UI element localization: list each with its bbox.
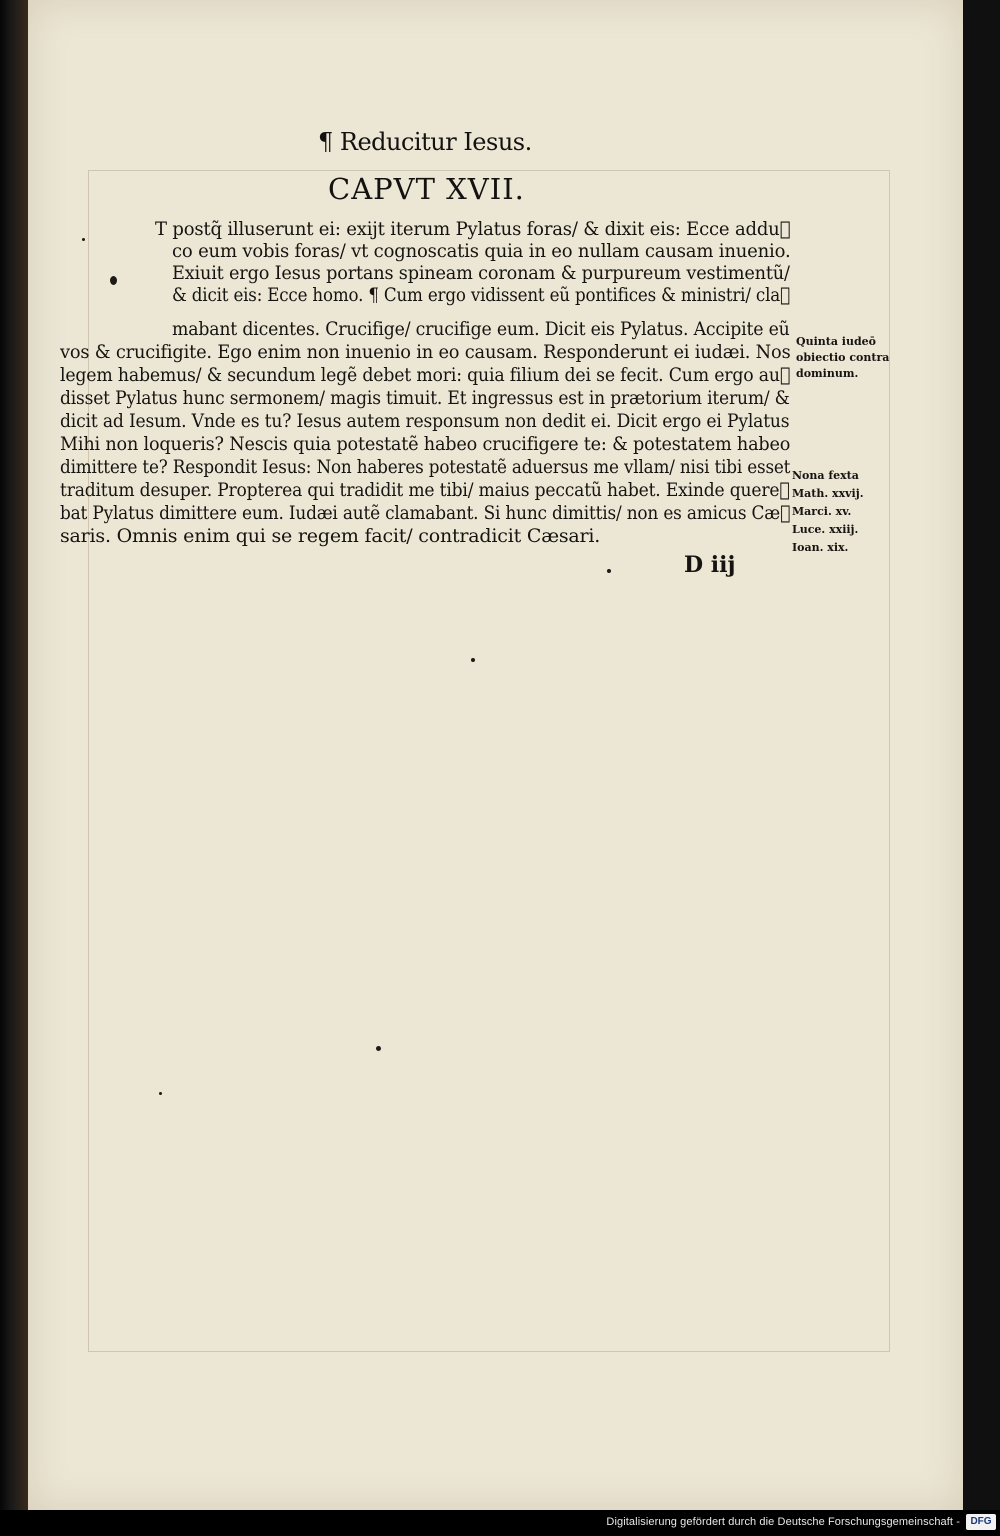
body-line: co eum vobis foras/ vt cognoscatis quia in eo nullam causam inuenio. bbox=[172, 240, 791, 262]
ink-speck bbox=[110, 276, 117, 285]
body-line: legem habemus/ & secundum legẽ debet mori: quia filium dei se fecit. Cum ergo auᷓ bbox=[60, 364, 791, 386]
ink-speck bbox=[376, 1046, 381, 1051]
book-binding bbox=[0, 0, 28, 1510]
body-line: Exiuit ergo Iesus portans spineam coronam & purpureum vestimentũ/ bbox=[172, 262, 790, 284]
body-line: & dicit eis: Ecce homo. ¶ Cum ergo vidissent eũ pontifices & ministri/ claᷓ bbox=[172, 284, 791, 306]
ink-speck bbox=[159, 1092, 162, 1095]
margin-note-line: Luce. xxiij. bbox=[792, 523, 859, 536]
body-line: mabant dicentes. Crucifige/ crucifige eum. Dicit eis Pylatus. Accipite eũ bbox=[172, 318, 790, 340]
ink-speck bbox=[471, 658, 475, 662]
running-head: ¶ Reducitur Iesus. bbox=[318, 128, 532, 156]
margin-note-line: Marci. xv. bbox=[792, 505, 852, 518]
page-edge bbox=[963, 0, 1000, 1510]
ink-speck bbox=[607, 569, 611, 573]
chapter-title: CAPVT XVII. bbox=[328, 172, 525, 206]
margin-note-line: Nona fexta bbox=[792, 469, 859, 482]
body-line: traditum desuper. Propterea qui tradidit me tibi/ maius peccatũ habet. Exinde quereᷓ bbox=[60, 479, 790, 501]
body-line: saris. Omnis enim qui se regem facit/ contradicit Cæsari. bbox=[60, 525, 601, 547]
body-line: T postq̃ illuserunt ei: exijt iterum Pylatus foras/ & dixit eis: Ecce adduᷓ bbox=[155, 218, 791, 240]
body-line: dimittere te? Respondit Iesus: Non haberes potestatẽ aduersus me vllam/ nisi tibi esset bbox=[60, 456, 791, 478]
ink-speck bbox=[82, 238, 85, 241]
margin-note-line: Math. xxvij. bbox=[792, 487, 864, 500]
footer-credit: Digitalisierung gefördert durch die Deutsche Forschungsgemeinschaft - bbox=[606, 1516, 960, 1528]
body-line: Mihi non loqueris? Nescis quia potestatẽ habeo crucifigere te: & potestatem habeo bbox=[60, 433, 791, 455]
margin-note-line: Ioan. xix. bbox=[792, 541, 849, 554]
margin-note-line: Quinta iudeō bbox=[796, 335, 876, 348]
signature-mark: D iij bbox=[684, 552, 736, 578]
margin-note-line: obiectio contra bbox=[796, 351, 890, 364]
body-line: dicit ad Iesum. Vnde es tu? Iesus autem responsum non dedit ei. Dicit ergo ei Pylatus bbox=[60, 410, 790, 432]
show-through-text bbox=[125, 124, 130, 142]
margin-note-line: dominum. bbox=[796, 367, 859, 380]
body-line: bat Pylatus dimittere eum. Iudæi autẽ clamabant. Si hunc dimittis/ non es amicus Cæᷓ bbox=[60, 502, 791, 524]
body-line: vos & crucifigite. Ego enim non inuenio in eo causam. Responderunt ei iudæi. Nos bbox=[60, 341, 791, 363]
body-line: disset Pylatus hunc sermonem/ magis timuit. Et ingressus est in prætorium iterum/ & bbox=[60, 387, 790, 409]
dfg-logo[interactable]: DFG bbox=[966, 1514, 996, 1530]
